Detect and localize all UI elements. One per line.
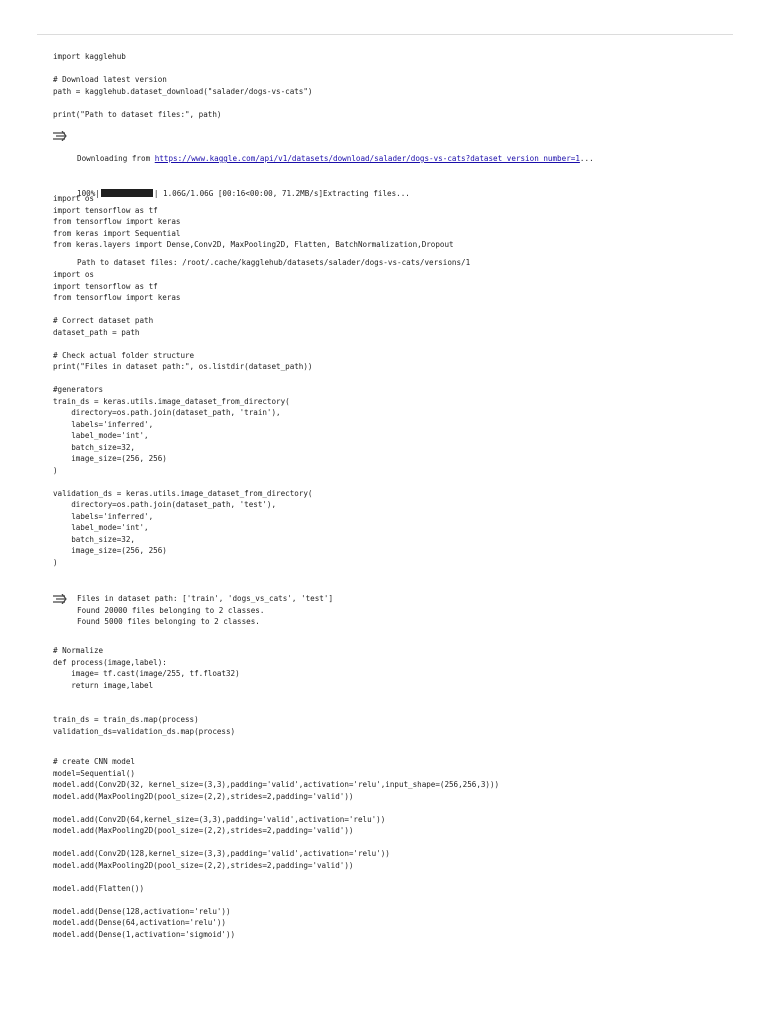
output-toggle-icon[interactable] — [52, 131, 70, 141]
code-line — [53, 837, 499, 849]
code-line: model.add(Dense(64,activation='relu')) — [53, 918, 226, 927]
code-line: import os — [53, 270, 94, 279]
code-line: import os — [53, 194, 94, 203]
download-url-link[interactable]: https://www.kaggle.com/api/v1/datasets/download/salader/dogs-vs-cats?dataset_version_number=1 — [154, 154, 580, 163]
code-cell-2[interactable] — [53, 193, 454, 251]
code-line: train_ds = train_ds.map(process) — [53, 715, 199, 724]
code-line — [53, 338, 312, 350]
dataset-path-output: Path to dataset files: /root/.cache/kagglehub/datasets/salader/dogs-vs-cats/versions/1 — [77, 257, 471, 267]
code-line: model.add(MaxPooling2D(pool_size=(2,2),strides=2,padding='valid')) — [53, 826, 354, 835]
code-line: # Normalize — [53, 646, 104, 655]
code-line: ) — [53, 465, 58, 475]
code-line: model.add(Flatten()) — [53, 883, 145, 893]
code-line — [53, 894, 499, 906]
code-line: Found 20000 files belonging to 2 classes. — [77, 605, 265, 615]
code-line: model.add(MaxPooling2D(pool_size=(2,2),strides=2,padding='valid')) — [53, 860, 354, 870]
code-cell-5[interactable] — [53, 714, 235, 737]
code-line — [53, 373, 312, 385]
code-line: model.add(Conv2D(32, kernel_size=(3,3),padding='valid',activation='relu',input_shape=(256,256,3))) — [53, 780, 500, 789]
code-line: dataset_path = path — [53, 327, 140, 337]
code-line: from keras import Sequential — [53, 228, 181, 238]
code-cell-4[interactable] — [53, 645, 240, 691]
code-line: model.add(Dense(1,activation='sigmoid')) — [53, 929, 236, 939]
code-line: ) — [53, 557, 58, 567]
code-line: Found 5000 files belonging to 2 classes. — [77, 617, 260, 626]
code-line: model.add(Conv2D(64,kernel_size=(3,3),padding='valid',activation='relu')) — [53, 814, 386, 824]
code-line — [53, 802, 499, 814]
code-line — [53, 63, 312, 75]
code-line: directory=os.path.join(dataset_path, 'train'), — [53, 408, 281, 417]
code-line: from tensorflow import keras — [53, 293, 181, 302]
progress-percent: 100%| — [77, 188, 100, 198]
code-line — [53, 476, 312, 488]
code-line: model.add(MaxPooling2D(pool_size=(2,2),strides=2,padding='valid')) — [53, 791, 354, 801]
code-line: image_size=(256, 256) — [53, 546, 167, 555]
download-suffix: ... — [579, 154, 594, 163]
code-line: print("Files in dataset path:", os.listdir(dataset_path)) — [53, 362, 313, 371]
code-line: # Download latest version — [53, 75, 167, 84]
code-line: from tensorflow import keras — [53, 217, 181, 226]
code-line: from keras.layers import Dense,Conv2D, MaxPooling2D, Flatten, BatchNormalization,Dropout — [53, 240, 454, 249]
code-line: validation_ds=validation_ds.map(process) — [53, 726, 236, 736]
output-toggle-icon[interactable] — [52, 594, 70, 604]
code-line: import tensorflow as tf — [53, 205, 158, 215]
code-line: #generators — [53, 385, 104, 394]
code-line: label_mode='int', — [53, 431, 149, 440]
code-cell-6[interactable] — [53, 756, 499, 940]
code-line: # create CNN model — [53, 757, 135, 766]
code-line: model.add(Conv2D(128,kernel_size=(3,3),padding='valid',activation='relu')) — [53, 849, 390, 858]
code-line: directory=os.path.join(dataset_path, 'test'), — [53, 500, 277, 509]
code-line: train_ds = keras.utils.image_dataset_from_directory( — [53, 396, 290, 406]
code-line: # Correct dataset path — [53, 316, 154, 325]
code-line: print("Path to dataset files:", path) — [53, 109, 222, 119]
code-line: label_mode='int', — [53, 523, 149, 532]
code-line: validation_ds = keras.utils.image_dataset_from_directory( — [53, 488, 313, 498]
output-text-2 — [77, 593, 333, 628]
code-line: return image,label — [53, 680, 154, 690]
code-line — [53, 871, 499, 883]
code-line: path = kagglehub.dataset_download("salader/dogs-vs-cats") — [53, 86, 313, 96]
code-cell-3[interactable] — [53, 269, 312, 568]
code-line: Files in dataset path: ['train', 'dogs_vs_cats', 'test'] — [77, 594, 334, 603]
code-line — [53, 304, 312, 316]
code-line: # Check actual folder structure — [53, 350, 195, 360]
code-line: image= tf.cast(image/255, tf.float32) — [53, 669, 240, 678]
code-line: import kagglehub — [53, 52, 126, 61]
code-line: batch_size=32, — [53, 534, 135, 544]
code-line: import tensorflow as tf — [53, 281, 158, 291]
code-cell-1[interactable] — [53, 51, 312, 120]
code-line: model=Sequential() — [53, 768, 135, 778]
notebook-top-divider — [37, 34, 733, 35]
code-line: image_size=(256, 256) — [53, 454, 167, 463]
code-line: labels='inferred', — [53, 511, 154, 521]
code-line: labels='inferred', — [53, 419, 154, 429]
code-line: def process(image,label): — [53, 657, 167, 667]
code-line: batch_size=32, — [53, 442, 135, 452]
code-line: model.add(Dense(128,activation='relu')) — [53, 906, 231, 916]
code-line — [53, 97, 312, 109]
progress-details: | 1.06G/1.06G [00:16<00:00, 71.2MB/s]Extracting files... — [153, 188, 410, 198]
download-prefix: Downloading from — [77, 154, 155, 163]
